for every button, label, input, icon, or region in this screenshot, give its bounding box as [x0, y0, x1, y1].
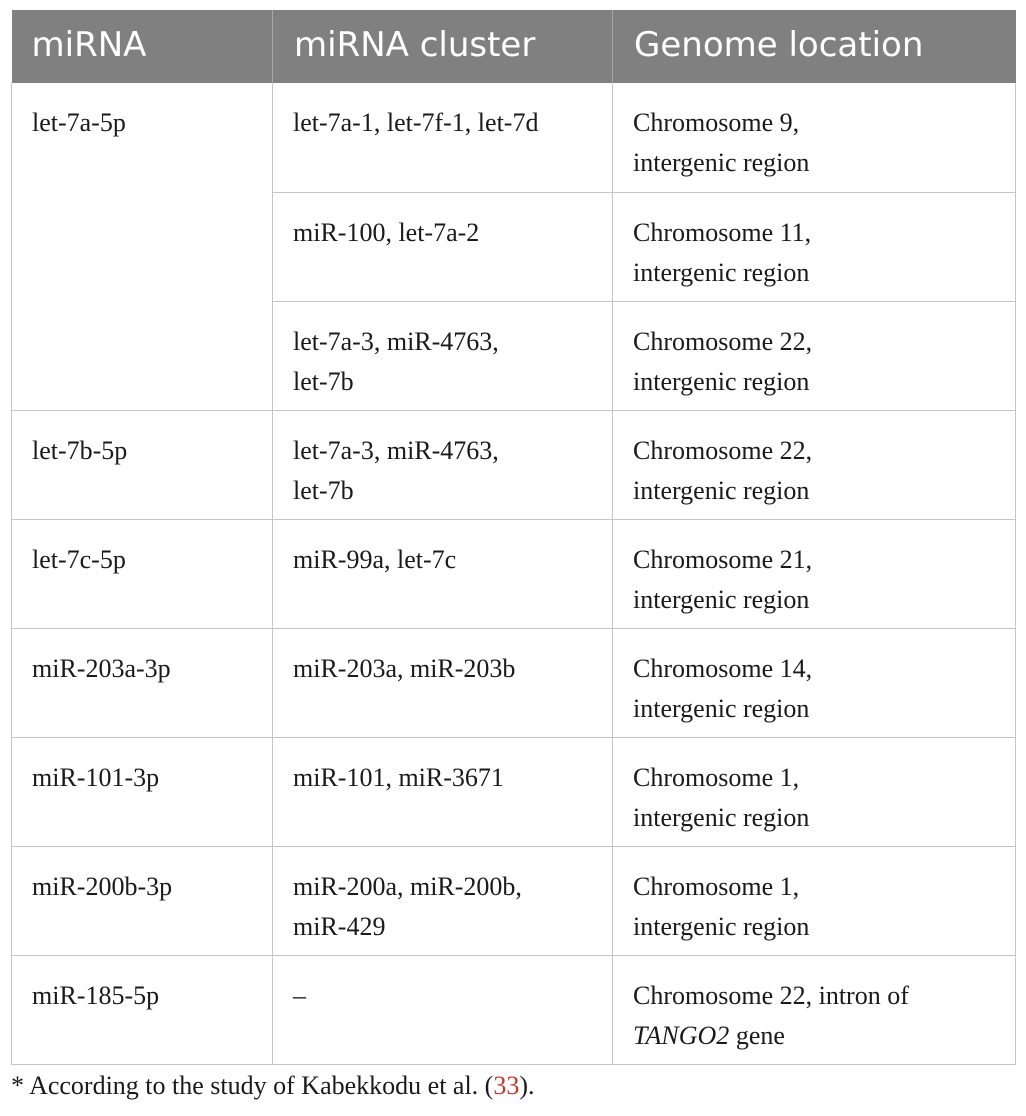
cell-text-line: intergenic region: [633, 366, 810, 396]
footnote-text-end: ).: [519, 1071, 535, 1100]
cell-text-line: Chromosome 1,: [633, 871, 800, 901]
cell-cluster: [273, 83, 613, 192]
cell-location: [613, 846, 1016, 955]
cell-text-line: miR-429: [293, 911, 386, 941]
cell-text-line: miR-99a, let-7c: [293, 544, 457, 574]
cell-text-line: miR-100, let-7a-2: [293, 217, 480, 247]
cell-location: [613, 628, 1016, 737]
cell-location: [613, 83, 1016, 192]
cell-text-line: intergenic region: [633, 584, 810, 614]
header-location: Genome location: [613, 10, 1016, 83]
cell-text-line: let-7a-5p: [32, 108, 126, 137]
table-row: [12, 628, 1016, 737]
cell-cluster: [273, 628, 613, 737]
cell-cluster: [273, 955, 613, 1064]
cell-text-line: intergenic region: [633, 257, 810, 287]
table-row: [12, 83, 1016, 192]
location-text: Chromosome 22, intron of: [633, 980, 909, 1010]
cell-location: [613, 519, 1016, 628]
cell-text-line: intergenic region: [633, 148, 810, 177]
cell-text-line: intergenic region: [633, 911, 810, 941]
cell-text-line: intergenic region: [633, 693, 810, 723]
cell-text-line: miR-185-5p: [32, 980, 160, 1010]
footnote-text: * According to the study of Kabekkodu et al. (: [11, 1071, 494, 1100]
table-row: [12, 846, 1016, 955]
cell-mirna: [12, 737, 273, 846]
cell-text-line: Chromosome 21,: [633, 544, 813, 574]
cell-mirna: [12, 628, 273, 737]
footnote-reference-link[interactable]: 33: [493, 1071, 520, 1100]
cell-cluster: [273, 301, 613, 410]
cell-text-line: miR-203a, miR-203b: [293, 653, 516, 683]
cell-cluster: [273, 846, 613, 955]
cell-text-line: Chromosome 11,: [633, 217, 812, 247]
cell-location: [613, 410, 1016, 519]
cell-text-line: Chromosome 22,: [633, 435, 813, 465]
cell-text-line: let-7b: [293, 366, 354, 396]
cell-text-line: intergenic region: [633, 475, 810, 505]
cell-text-line: intergenic region: [633, 802, 810, 832]
cell-location: [613, 301, 1016, 410]
header-row: [12, 10, 1016, 83]
table-row: [12, 955, 1016, 1064]
table-row: [12, 519, 1016, 628]
cell-text-line: Chromosome 14,: [633, 653, 813, 683]
cell-text-line: let-7a-3, miR-4763,: [293, 435, 499, 465]
cell-location: [613, 955, 1016, 1064]
cell-text-line: let-7b: [293, 475, 354, 505]
table-row: [12, 737, 1016, 846]
cell-text-line: Chromosome 1,: [633, 762, 800, 792]
cell-location: [613, 737, 1016, 846]
cell-text-line: miR-203a-3p: [32, 653, 171, 683]
cell-text-line: –: [293, 980, 306, 1010]
footnote: [11, 1071, 535, 1101]
cell-mirna: [12, 846, 273, 955]
cell-cluster: [273, 737, 613, 846]
gene-name: TANGO2: [633, 1020, 730, 1050]
cell-cluster: [273, 519, 613, 628]
table-row: [12, 410, 1016, 519]
cell-mirna: [12, 519, 273, 628]
location-suffix: gene: [729, 1020, 785, 1050]
cell-mirna: [12, 955, 273, 1064]
cell-text-line: let-7a-1, let-7f-1, let-7d: [293, 108, 539, 137]
cell-cluster: [273, 192, 613, 301]
cell-text-line: let-7b-5p: [32, 435, 128, 465]
cell-cluster: [273, 410, 613, 519]
mirna-table: [11, 10, 1016, 1065]
cell-text-line: miR-200a, miR-200b,: [293, 871, 522, 901]
header-cluster: miRNA cluster: [273, 10, 613, 83]
cell-text-line: Chromosome 22,: [633, 326, 813, 356]
cell-text-line: miR-101-3p: [32, 762, 160, 792]
cell-text-line: miR-200b-3p: [32, 871, 173, 901]
cell-text-line: let-7c-5p: [32, 544, 126, 574]
header-mirna: miRNA: [12, 10, 273, 83]
cell-location: [613, 192, 1016, 301]
cell-mirna: [12, 83, 273, 410]
cell-text-line: Chromosome 9,: [633, 108, 800, 137]
cell-mirna: [12, 410, 273, 519]
cell-text-line: let-7a-3, miR-4763,: [293, 326, 499, 356]
cell-text-line: miR-101, miR-3671: [293, 762, 504, 792]
